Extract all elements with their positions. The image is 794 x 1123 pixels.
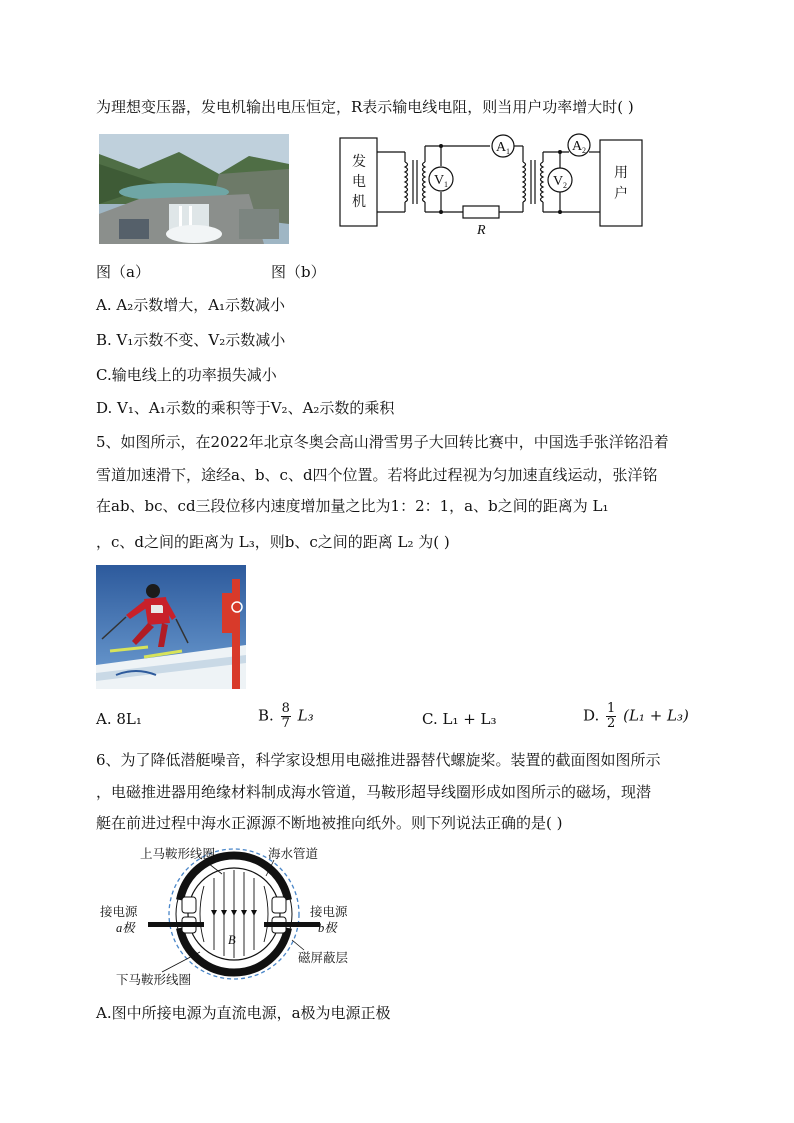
bottom-coil-label: 下马鞍形线圈 (116, 973, 192, 987)
transmission-circuit (335, 132, 645, 240)
q5-line-2: 雪道加速滑下，途经a、b、c、d四个位置。若将此过程视为匀加速直线运动，张洋铭 (96, 466, 658, 484)
q4-stem: 为理想变压器，发电机输出电压恒定，R表示输电线电阻，则当用户功率增大时( ) (96, 98, 634, 116)
left-power-label: 接电源 (100, 905, 138, 919)
generator-char-2: 电 (352, 175, 366, 190)
generator-char-3: 机 (352, 195, 366, 210)
shield-label: 磁屏蔽层 (298, 951, 349, 965)
q4-option-c: C.输电线上的功率损失减小 (96, 366, 277, 384)
q6-option-a: A.图中所接电源为直流电源，a极为电源正极 (96, 1004, 391, 1022)
v2-label: V (553, 174, 564, 189)
dam-photo (99, 134, 289, 244)
q5-line-3: 在ab、bc、cd三段位移内速度增加量之比为1：2：1，a、b之间的距离为 L₁ (96, 497, 609, 515)
caption-a: 图（a） (96, 263, 150, 281)
q5-line-4: ，c、d之间的距离为 L₃，则b、c之间的距离 L₂ 为( ) (96, 533, 450, 551)
svg-text:1: 1 (444, 180, 448, 189)
thruster-diagram (96, 842, 376, 992)
user-char-1: 用 (614, 166, 628, 181)
q4-option-b: B. V₁示数不变、V₂示数减小 (96, 331, 286, 349)
right-power-label: 接电源 (310, 905, 348, 919)
field-label: B (228, 933, 236, 947)
a1-label: A (496, 140, 507, 155)
q6-line-3: 艇在前进过程中海水正源源不断地被推向纸外。则下列说法正确的是( ) (96, 814, 563, 832)
resistor-label: R (477, 223, 486, 238)
svg-text:2: 2 (582, 146, 586, 155)
v1-label: V (434, 173, 445, 188)
generator-char-1: 发 (352, 155, 366, 170)
svg-text:2: 2 (563, 181, 567, 190)
user-char-2: 户 (614, 187, 628, 202)
left-pole-label: a极 (116, 921, 135, 935)
caption-b: 图（b） (271, 263, 326, 281)
q6-line-1: 6、为了降低潜艇噪音，科学家设想用电磁推进器替代螺旋桨。装置的截面图如图所示 (96, 751, 661, 769)
pipe-label: 海水管道 (268, 847, 319, 861)
q5-option-a: A. 8L₁ (96, 710, 142, 728)
q4-option-d: D. V₁、A₁示数的乘积等于V₂、A₂示数的乘积 (96, 399, 395, 417)
svg-text:1: 1 (506, 147, 510, 156)
q5-option-c: C. L₁ + L₃ (422, 710, 497, 728)
top-coil-label: 上马鞍形线圈 (140, 847, 216, 861)
q5-option-b: B. $\frac{8}{7}$ L₃ (258, 701, 314, 731)
q5-line-1: 5、如图所示，在2022年北京冬奥会高山滑雪男子大回转比赛中，中国选手张洋铭沿着 (96, 433, 669, 451)
skier-photo (96, 565, 246, 689)
right-pole-label: b极 (318, 921, 337, 935)
q4-option-a: A. A₂示数增大，A₁示数减小 (96, 296, 286, 314)
q5-option-d: D. $\frac{1}{2}$ (L₁ + L₃) (583, 701, 689, 731)
q6-line-2: ，电磁推进器用绝缘材料制成海水管道，马鞍形超导线圈形成如图所示的磁场，现潜 (96, 783, 652, 801)
a2-label: A (572, 139, 583, 154)
